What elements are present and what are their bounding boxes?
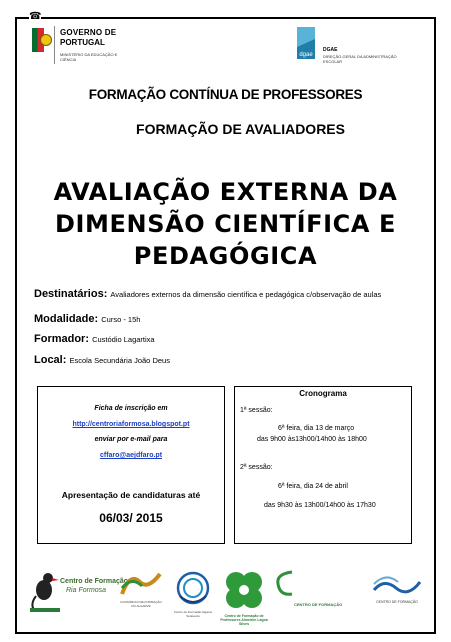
blog-link[interactable]: http://centroriaformosa.blogspot.pt: [72, 421, 190, 428]
title-line1: AVALIAÇÃO EXTERNA DA: [53, 178, 398, 206]
modalidade-value: Curso - 15h: [101, 315, 141, 324]
deadline-date: 06/03/ 2015: [99, 511, 163, 525]
logo1-line2: Ria Formosa: [66, 587, 107, 594]
logo-centro-formacao-2: [372, 568, 422, 614]
dgae-line2: DIREÇÃO-GERAL DA ADMINISTRAÇÃO ESCOLAR: [323, 54, 397, 64]
formador-value: Custódio Lagartixa: [92, 335, 155, 344]
formador-label: Formador:: [34, 333, 89, 345]
email-link[interactable]: cffaro@aejdfaro.pt: [99, 452, 163, 459]
modalidade-row: [34, 313, 140, 325]
session2-label: 2ª sessão:: [240, 464, 273, 471]
logo2-text: CONSÓRCIO DE FORMAÇÃO DO ALGARVE: [120, 600, 162, 608]
enviar-text: enviar por e-mail para: [94, 436, 168, 443]
inscricao-box: [37, 386, 225, 544]
logo-consorcio: [118, 568, 164, 612]
local-label: Local:: [34, 354, 67, 366]
title-line3: PEDAGÓGICA: [133, 242, 318, 270]
local-row: [34, 354, 170, 366]
modalidade-label: Modalidade:: [34, 313, 99, 325]
session1-date: 6ª feira, dia 13 de março: [278, 425, 355, 432]
waves-icon: [372, 568, 422, 598]
session1-label: 1ª sessão:: [240, 407, 273, 414]
logo-sotavento: [170, 568, 216, 618]
dgae-logo: [293, 25, 403, 67]
gov-line3: MINISTÉRIO DA EDUCAÇÃO E CIÊNCIA: [60, 52, 118, 62]
ficha-text: Ficha de inscrição em: [94, 405, 168, 412]
bird-icon: [30, 568, 60, 612]
logo-almeirim: [218, 568, 270, 626]
blog-link-row: [38, 421, 224, 428]
c-mark-icon: [274, 568, 296, 598]
session2-date: 6ª feira, dia 24 de abril: [278, 483, 348, 490]
gov-line2: PORTUGAL: [60, 38, 105, 47]
swirl-icon: [170, 568, 216, 608]
destinatarios-row: [34, 288, 381, 300]
main-title: [20, 176, 431, 272]
session2-time: das 9h30 às 13h00/14h00 às 17h30: [264, 502, 376, 509]
shield-icon: [40, 34, 52, 46]
local-value: Escola Secundária João Deus: [69, 356, 170, 365]
logo-divider: [54, 26, 55, 64]
formador-row: [34, 333, 155, 345]
heading-formacao-continua: FORMAÇÃO CONTÍNUA DE PROFESSORES: [88, 87, 363, 102]
logo4-text: Centro de Formação de Professores Almeirim Lagoa Silves: [220, 614, 268, 626]
dgae-mark-icon: [293, 25, 319, 63]
gov-line1: GOVERNO DE: [60, 28, 117, 37]
destinatarios-label: Destinatários:: [34, 288, 108, 300]
heading-formacao-avaliadores: FORMAÇÃO DE AVALIADORES: [136, 121, 345, 137]
cronograma-box: [234, 386, 412, 544]
title-line2: DIMENSÃO CIENTÍFICA E: [54, 210, 397, 238]
logo-centro-formacao-1: [274, 568, 344, 616]
logo-ria-formosa: [30, 568, 129, 612]
logo5-text: CENTRO DE FORMAÇÃO: [294, 602, 343, 607]
governo-portugal-logo: [32, 26, 142, 66]
dgae-mark-text: dgae: [299, 52, 313, 58]
apresentacao-text: Apresentação de candidaturas até: [61, 490, 201, 500]
logo6-text: CENTRO DE FORMAÇÃO: [376, 600, 418, 604]
phone-symbol: ☎: [29, 11, 42, 22]
dgae-line1: DGAE: [323, 47, 338, 53]
destinatarios-value: Avaliadores externos da dimensão científica e pedagógica c/observação de aulas: [110, 290, 382, 299]
clover-icon: [218, 568, 270, 614]
cronograma-title: Cronograma: [299, 389, 347, 398]
logo1-line1: Centro de Formação: [60, 578, 129, 585]
logo3-text: Centro de Formação Algarve Sotavento: [173, 610, 213, 618]
email-link-row: [38, 452, 224, 459]
consorcio-mark-icon: [118, 568, 164, 598]
session1-time: das 9h00 às13h00/14h00 às 18h00: [257, 436, 367, 443]
